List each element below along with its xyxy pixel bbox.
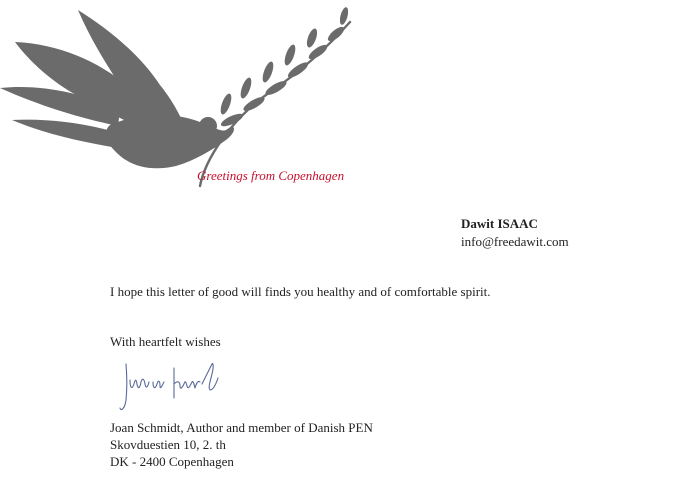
recipient-name: Dawit ISAAC bbox=[461, 216, 538, 231]
sender-address-line: Skovduestien 10, 2. th bbox=[110, 437, 226, 452]
sender-block bbox=[110, 419, 373, 470]
letter-closing: With heartfelt wishes bbox=[110, 334, 221, 349]
sender-city-line: DK - 2400 Copenhagen bbox=[110, 454, 234, 469]
letter-message: I hope this letter of good will finds you healthy and of comfortable spirit. bbox=[110, 284, 491, 299]
recipient-block bbox=[461, 215, 569, 251]
signature-icon bbox=[118, 356, 228, 414]
recipient-email: info@freedawit.com bbox=[461, 234, 569, 249]
dove-icon bbox=[0, 0, 370, 195]
greeting-caption: Greetings from Copenhagen bbox=[197, 168, 345, 183]
sender-name-line: Joan Schmidt, Author and member of Danish PEN bbox=[110, 420, 373, 435]
